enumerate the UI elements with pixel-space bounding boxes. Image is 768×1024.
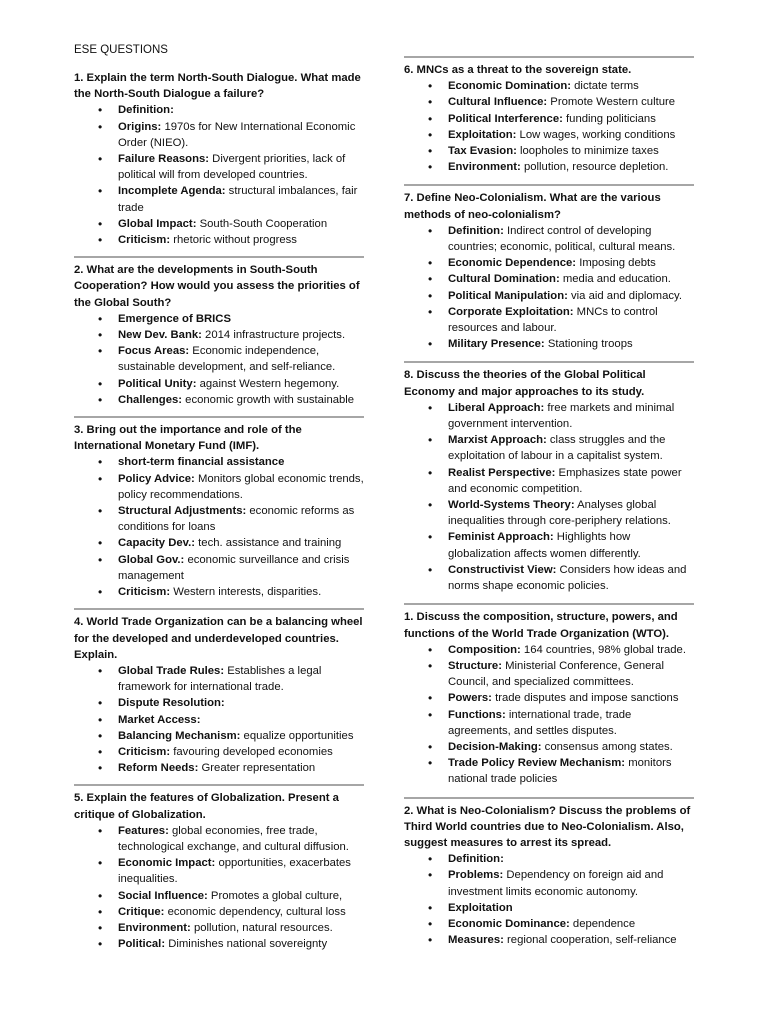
question-section bbox=[74, 784, 364, 952]
bullet-text: Diminishes national sovereignty bbox=[165, 938, 328, 951]
bullet-term: Military Presence: bbox=[448, 338, 545, 351]
bullet-item bbox=[428, 562, 694, 594]
bullet-text: Imposing debts bbox=[576, 257, 656, 270]
question-section bbox=[404, 797, 694, 949]
bullet-term: Structure: bbox=[448, 659, 502, 672]
bullet-item bbox=[98, 503, 364, 535]
bullet-item bbox=[428, 707, 694, 739]
bullet-item bbox=[98, 663, 364, 695]
section-divider bbox=[74, 608, 364, 610]
bullet-term: Incomplete Agenda: bbox=[118, 185, 226, 198]
bullet-text: free markets and minimal government intervention. bbox=[448, 401, 675, 431]
bullet-term: Challenges: bbox=[118, 393, 183, 406]
question-heading: 7. Define Neo-Colonialism. What are the various methods of neo-colonialism? bbox=[404, 192, 661, 221]
bullet-item bbox=[428, 271, 694, 287]
bullet-text: Highlights how globalization affects women differently. bbox=[448, 531, 641, 560]
bullet-text: dictate terms bbox=[571, 80, 639, 93]
bullet-item bbox=[428, 304, 694, 336]
bullet-text: Emphasizes state power and economic competition. bbox=[448, 466, 682, 495]
bullet-item bbox=[98, 823, 364, 855]
bullet-term: Structural Adjustments: bbox=[118, 505, 247, 518]
question-heading: 1. Discuss the composition, structure, powers, and functions of the World Trade Organization (WTO). bbox=[404, 611, 678, 640]
bullet-text: monitors national trade policies bbox=[448, 757, 672, 786]
section-divider bbox=[74, 256, 364, 258]
bullet-item bbox=[428, 529, 694, 561]
bullet-text: economic reforms as conditions for loans bbox=[118, 505, 355, 534]
bullet-text: class struggles and the exploitation of labour in a capitalist system. bbox=[448, 434, 666, 463]
bullet-term: Feminist Approach: bbox=[448, 531, 554, 544]
bullet-text: global economies, free trade, technological exchange, and cultural diffusion. bbox=[118, 824, 349, 853]
bullet-term: Market Access: bbox=[118, 713, 201, 726]
bullet-item bbox=[428, 94, 694, 110]
bullet-text: Analyses global inequalities through core-periphery relations. bbox=[448, 499, 671, 528]
bullet-term: Cultural Domination: bbox=[448, 273, 560, 286]
bullet-item bbox=[98, 232, 364, 248]
question-section bbox=[404, 184, 694, 352]
bullet-text: pollution, resource depletion. bbox=[520, 161, 669, 174]
bullet-item bbox=[428, 900, 694, 916]
bullet-text: via aid and diplomacy. bbox=[567, 289, 682, 302]
bullet-term: Economic Dominance: bbox=[448, 917, 570, 930]
bullet-list bbox=[404, 400, 694, 594]
bullet-text: consensus among states. bbox=[541, 740, 673, 753]
bullet-item bbox=[98, 888, 364, 904]
bullet-item bbox=[98, 151, 364, 183]
question-heading: 5. Explain the features of Globalization. Present a critique of Globalization. bbox=[74, 792, 339, 821]
question-section bbox=[74, 256, 364, 408]
bullet-item bbox=[428, 932, 694, 948]
question-heading: 8. Discuss the theories of the Global Political Economy and major approaches to its study. bbox=[404, 369, 646, 398]
bullet-item bbox=[98, 744, 364, 760]
bullet-text: economic growth with sustainable bbox=[182, 393, 355, 406]
bullet-list bbox=[404, 223, 694, 353]
bullet-term: Cultural Influence: bbox=[448, 96, 548, 109]
bullet-text: equalize opportunities bbox=[240, 729, 354, 742]
bullet-text: Divergent priorities, lack of political will from developed countries. bbox=[118, 153, 346, 182]
bullet-term: Dispute Resolution: bbox=[118, 697, 225, 710]
bullet-term: Reform Needs: bbox=[118, 762, 199, 775]
bullet-item bbox=[98, 584, 364, 600]
bullet-term: Measures: bbox=[448, 934, 504, 947]
bullet-item bbox=[98, 535, 364, 551]
bullet-text: Stationing troops bbox=[544, 338, 633, 351]
bullet-text: Western interests, disparities. bbox=[170, 586, 322, 599]
bullet-term: Emergence of BRICS bbox=[118, 312, 231, 325]
bullet-text: Greater representation bbox=[198, 762, 316, 775]
bullet-item bbox=[98, 102, 364, 118]
bullet-text: regional cooperation, self-reliance bbox=[503, 934, 677, 947]
bullet-item bbox=[428, 400, 694, 432]
question-section bbox=[74, 70, 364, 248]
section-divider bbox=[74, 784, 364, 786]
question-heading: 6. MNCs as a threat to the sovereign state. bbox=[404, 64, 632, 76]
bullet-term: Failure Reasons: bbox=[118, 153, 210, 166]
bullet-term: Capacity Dev.: bbox=[118, 537, 196, 550]
bullet-item bbox=[428, 916, 694, 932]
bullet-term: Balancing Mechanism: bbox=[118, 729, 241, 742]
bullet-item bbox=[98, 936, 364, 952]
bullet-text: favouring developed economies bbox=[170, 745, 333, 758]
bullet-text: trade disputes and impose sanctions bbox=[491, 692, 679, 705]
bullet-text: Considers how ideas and norms shape economic policies. bbox=[448, 563, 687, 593]
bullet-term: Problems: bbox=[448, 869, 504, 882]
bullet-term: Critique: bbox=[118, 905, 165, 918]
bullet-item bbox=[428, 78, 694, 94]
bullet-term: Political: bbox=[118, 938, 166, 951]
bullet-item bbox=[98, 712, 364, 728]
bullet-text: rhetoric without progress bbox=[170, 234, 297, 247]
bullet-text: South-South Cooperation bbox=[196, 217, 328, 230]
bullet-text: Promote Western culture bbox=[547, 96, 676, 109]
question-section bbox=[404, 603, 694, 787]
bullet-text: Dependency on foreign aid and investment limits economic autonomy. bbox=[448, 869, 664, 898]
question-heading: 2. What are the developments in South-South Cooperation? How would you assess the priorities of the Global South? bbox=[74, 264, 360, 309]
bullet-term: short-term financial assistance bbox=[118, 456, 285, 469]
bullet-term: Economic Domination: bbox=[448, 80, 572, 93]
bullet-term: Political Unity: bbox=[118, 377, 197, 390]
bullet-term: World-Systems Theory: bbox=[448, 499, 575, 512]
bullet-text: Low wages, working conditions bbox=[516, 128, 676, 141]
bullet-text: Economic independence, sustainable development, and self-reliance. bbox=[118, 345, 336, 374]
bullet-term: Global Trade Rules: bbox=[118, 664, 225, 677]
bullet-item bbox=[428, 111, 694, 127]
bullet-text: MNCs to control resources and labour. bbox=[448, 305, 658, 335]
bullet-item bbox=[98, 311, 364, 327]
bullet-item bbox=[428, 255, 694, 271]
bullet-term: Marxist Approach: bbox=[448, 434, 547, 447]
bullet-text: Monitors global economic trends, policy recommendations. bbox=[118, 472, 364, 501]
bullet-term: Criticism: bbox=[118, 745, 171, 758]
bullet-item bbox=[98, 760, 364, 776]
bullet-item bbox=[98, 855, 364, 887]
bullet-item bbox=[428, 739, 694, 755]
bullet-term: Realist Perspective: bbox=[448, 466, 556, 479]
bullet-text: 164 countries, 98% global trade. bbox=[520, 643, 686, 656]
page-title: ESE QUESTIONS bbox=[74, 44, 168, 56]
bullet-item bbox=[98, 392, 364, 408]
bullet-term: Composition: bbox=[448, 643, 521, 656]
bullet-list bbox=[74, 823, 364, 953]
bullet-item bbox=[428, 127, 694, 143]
bullet-item bbox=[98, 552, 364, 584]
bullet-term: Social Influence: bbox=[118, 889, 208, 902]
bullet-term: Liberal Approach: bbox=[448, 401, 545, 414]
bullet-text: media and education. bbox=[559, 273, 671, 286]
bullet-item bbox=[428, 690, 694, 706]
bullet-text: international trade, trade agreements, and settles disputes. bbox=[448, 708, 632, 737]
bullet-item bbox=[98, 376, 364, 392]
bullet-text: Ministerial Conference, General Council, and specialized committees. bbox=[448, 659, 664, 689]
bullet-item bbox=[98, 119, 364, 151]
bullet-text: 1970s for New International Economic Order (NIEO). bbox=[118, 120, 356, 149]
bullet-term: Policy Advice: bbox=[118, 472, 195, 485]
bullet-list bbox=[74, 663, 364, 776]
bullet-text: economic surveillance and crisis management bbox=[118, 553, 350, 582]
section-divider bbox=[404, 184, 694, 186]
bullet-item bbox=[428, 658, 694, 690]
bullet-term: Functions: bbox=[448, 708, 506, 721]
bullet-term: Definition: bbox=[448, 224, 504, 237]
question-heading: 2. What is Neo-Colonialism? Discuss the problems of Third World countries due to Neo-Colonialism. Also, suggest measures to arrest its spread. bbox=[404, 804, 691, 849]
bullet-term: Exploitation: bbox=[448, 128, 517, 141]
section-divider bbox=[404, 56, 694, 58]
bullet-text: tech. assistance and training bbox=[195, 537, 342, 550]
bullet-item bbox=[428, 755, 694, 787]
bullet-item bbox=[428, 642, 694, 658]
bullet-term: Definition: bbox=[118, 104, 174, 117]
bullet-term: New Dev. Bank: bbox=[118, 329, 202, 342]
bullet-term: Origins: bbox=[118, 120, 162, 133]
bullet-item bbox=[98, 728, 364, 744]
bullet-term: Focus Areas: bbox=[118, 345, 190, 358]
bullet-item bbox=[428, 288, 694, 304]
left-column bbox=[74, 70, 364, 952]
bullet-item bbox=[428, 143, 694, 159]
bullet-term: Political Interference: bbox=[448, 112, 563, 125]
bullet-text: opportunities, exacerbates inequalities. bbox=[118, 857, 351, 886]
bullet-item bbox=[428, 159, 694, 175]
bullet-list bbox=[404, 851, 694, 948]
bullet-item bbox=[428, 223, 694, 255]
question-heading: 4. World Trade Organization can be a balancing wheel for the developed and underdeveloped countries. Explain. bbox=[74, 616, 363, 661]
section-divider bbox=[74, 416, 364, 418]
bullet-item bbox=[428, 867, 694, 899]
bullet-item bbox=[428, 497, 694, 529]
section-divider bbox=[404, 603, 694, 605]
bullet-item bbox=[98, 920, 364, 936]
bullet-item bbox=[98, 183, 364, 215]
bullet-term: Powers: bbox=[448, 692, 492, 705]
bullet-text: against Western hegemony. bbox=[196, 377, 340, 390]
bullet-term: Constructivist View: bbox=[448, 563, 557, 576]
bullet-item bbox=[98, 904, 364, 920]
bullet-term: Economic Impact: bbox=[118, 857, 216, 870]
question-section bbox=[404, 56, 694, 175]
bullet-item bbox=[98, 454, 364, 470]
right-column bbox=[404, 56, 694, 948]
bullet-item bbox=[98, 327, 364, 343]
bullet-item bbox=[428, 851, 694, 867]
bullet-term: Features: bbox=[118, 824, 169, 837]
bullet-text: economic dependency, cultural loss bbox=[164, 905, 346, 918]
question-heading: 1. Explain the term North-South Dialogue. What made the North-South Dialogue a failure? bbox=[74, 72, 361, 101]
bullet-list bbox=[74, 454, 364, 600]
bullet-item bbox=[428, 432, 694, 464]
bullet-term: Tax Evasion: bbox=[448, 145, 517, 158]
bullet-term: Economic Dependence: bbox=[448, 257, 577, 270]
bullet-term: Trade Policy Review Mechanism: bbox=[448, 757, 626, 770]
bullet-term: Criticism: bbox=[118, 586, 171, 599]
bullet-item bbox=[98, 216, 364, 232]
question-section bbox=[74, 608, 364, 776]
bullet-text: pollution, natural resources. bbox=[190, 921, 333, 934]
bullet-term: Global Impact: bbox=[118, 217, 197, 230]
bullet-text: 2014 infrastructure projects. bbox=[201, 329, 346, 342]
question-heading: 3. Bring out the importance and role of the International Monetary Fund (IMF). bbox=[74, 424, 302, 453]
bullet-item bbox=[98, 471, 364, 503]
bullet-text: structural imbalances, fair trade bbox=[118, 185, 358, 214]
bullet-text: funding politicians bbox=[562, 112, 656, 125]
bullet-term: Decision-Making: bbox=[448, 740, 542, 753]
bullet-term: Global Gov.: bbox=[118, 553, 185, 566]
bullet-term: Environment: bbox=[448, 161, 521, 174]
bullet-term: Exploitation bbox=[448, 901, 513, 914]
question-section bbox=[404, 361, 694, 594]
bullet-text: dependence bbox=[569, 917, 636, 930]
bullet-item bbox=[428, 336, 694, 352]
question-section bbox=[74, 416, 364, 600]
bullet-item bbox=[98, 343, 364, 375]
bullet-list bbox=[74, 102, 364, 248]
bullet-item bbox=[428, 465, 694, 497]
bullet-text: loopholes to minimize taxes bbox=[516, 145, 659, 158]
bullet-text: Promotes a global culture, bbox=[207, 889, 343, 902]
bullet-term: Environment: bbox=[118, 921, 191, 934]
bullet-list bbox=[404, 642, 694, 788]
bullet-text: Establishes a legal framework for international trade. bbox=[118, 664, 322, 694]
bullet-term: Corporate Exploitation: bbox=[448, 305, 574, 318]
bullet-list bbox=[404, 78, 694, 175]
bullet-term: Definition: bbox=[448, 853, 504, 866]
section-divider bbox=[404, 361, 694, 363]
section-divider bbox=[404, 797, 694, 799]
bullet-item bbox=[98, 695, 364, 711]
bullet-term: Political Manipulation: bbox=[448, 289, 568, 302]
bullet-list bbox=[74, 311, 364, 408]
bullet-text: Indirect control of developing countries; economic, political, cultural means. bbox=[448, 224, 676, 254]
bullet-term: Criticism: bbox=[118, 234, 171, 247]
